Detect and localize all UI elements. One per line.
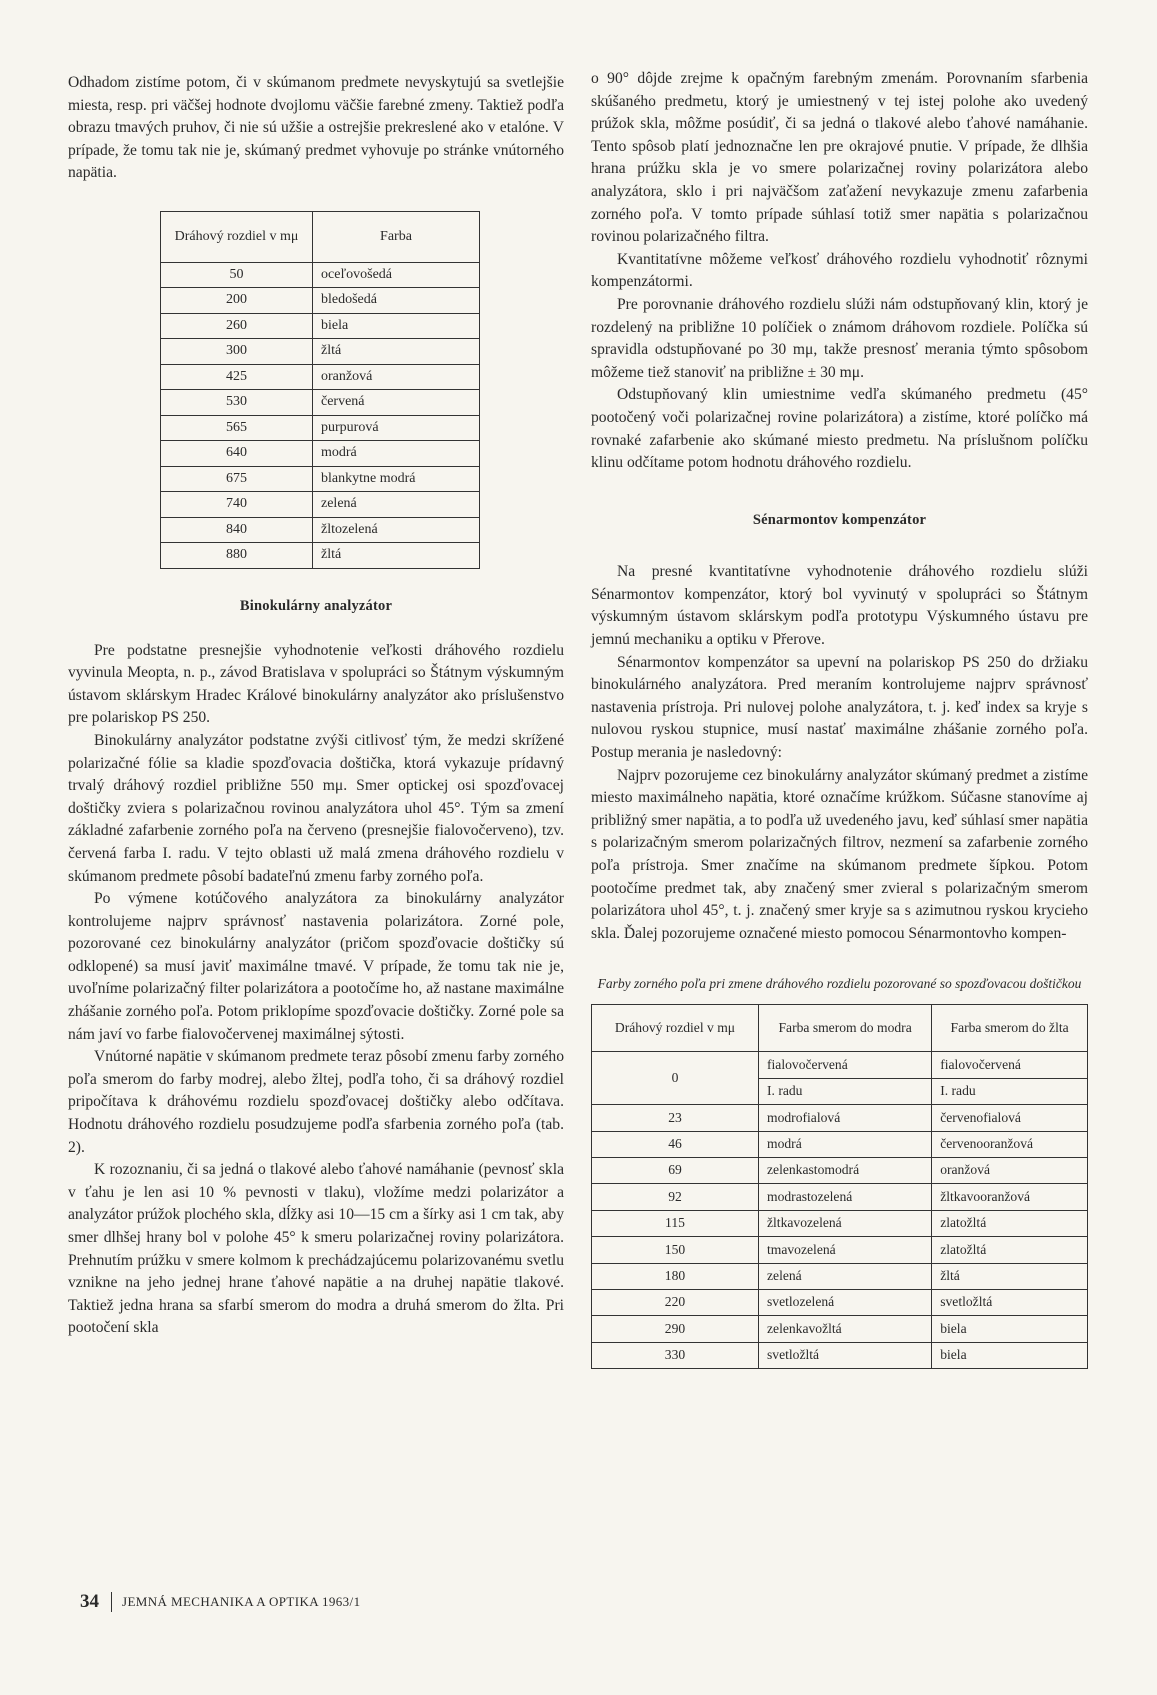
table-cell: 0	[592, 1052, 759, 1105]
table-cell: 200	[161, 288, 313, 314]
table-cell: fialovočervená	[932, 1052, 1088, 1078]
table-row	[161, 466, 480, 492]
table-header-cell: Dráhový rozdiel v mμ	[161, 211, 313, 262]
paragraph: Kvantitatívne môžeme veľkosť dráhového rozdielu vyhodnotiť rôznymi kompenzátormi.	[591, 250, 1088, 291]
table-cell: 46	[592, 1131, 759, 1157]
table-cell: fialovočervená	[759, 1052, 932, 1078]
paragraph: Vnútorné napätie v skúmanom predmete teraz pôsobí zmenu farby zorného poľa smerom do farby modrej, alebo žltej, podľa toho, či sa dráhový rozdiel pripočítava k dráhovému rozdielu spozďovacej doštičky alebo odčítava. Hodnotu dráhového rozdielu posudzujeme podľa sfarbenia zorného poľa (tab. 2).	[68, 1048, 564, 1156]
table-cell: zlatožltá	[932, 1237, 1088, 1263]
table-cell: oceľovošedá	[313, 262, 480, 288]
section-heading: Binokulárny analyzátor	[239, 597, 393, 614]
table-row	[592, 1263, 1088, 1289]
table-cell: žltá	[313, 339, 480, 365]
table-cell: zelená	[313, 492, 480, 518]
paragraph: Binokulárny analyzátor podstatne zvýši citlivosť tým, že medzi skrížené polarizačné fólie sa kladie spozďovacia doštička, ktorá vykazuje prídavný trvalý dráhový rozdiel približne 550 mμ. Smer optickej osi spozďovacej doštičky zviera s polarizačnou rovinou analyzátora uhol 45°. Tým sa zmení základné zafarbenie zorného poľa na červeno (presnejšie fialovočerveno), tzv. červená farba I. radu. V tejto oblasti už malá zmena dráhového rozdielu v skúmanom predmete pôsobí badateľnú zmenu farby zorného poľa.	[68, 731, 564, 885]
table-cell: 675	[161, 466, 313, 492]
table-cell: 640	[161, 441, 313, 467]
table-cell: žltá	[313, 543, 480, 569]
table-cell: zelená	[759, 1263, 932, 1289]
table-2	[591, 1004, 1088, 1369]
table-cell: žltá	[932, 1263, 1088, 1289]
table-row	[592, 1289, 1088, 1315]
paragraph: Odstupňovaný klin umiestnime vedľa skúmaného predmetu (45° pootočený voči polarizačnej rovine polarizátora) a zistíme, ktoré políčko má rovnaké zafarbenie ako skúmané miesto predmetu. Na príslušnom políčku klinu odčítame potom hodnotu dráhového rozdielu.	[591, 386, 1088, 472]
table-cell: biela	[313, 313, 480, 339]
table-cell: modrá	[759, 1131, 932, 1157]
paragraph: Pre porovnanie dráhového rozdielu slúži nám odstupňovaný klin, ktorý je rozdelený na približne 10 políčiek o známom dráhovom rozdiele. Políčka sú spravidla odstupňované po 30 mμ, takže presnosť merania týmto spôsobom môžeme tiež stanoviť na približne ± 30 mμ.	[591, 295, 1088, 381]
table-cell: žltkavooranžová	[932, 1184, 1088, 1210]
table-cell: červenooranžová	[932, 1131, 1088, 1157]
table-row	[592, 1105, 1088, 1131]
paragraph: Po výmene kotúčového analyzátora za binokulárny analyzátor kontrolujeme najprv správnosť nastavenia polarizátora. Zorné pole, pozorované cez binokulárny analyzátor (pričom spozďovacie doštičky sú odklopené) sa musí javiť maximálne tmavé. V prípade, že tomu tak nie je, uvoľníme polarizačný filter polarizátora a pootočíme ho, až nastane maximálne zhášanie zorného poľa. Potom priklopíme spozďovacie doštičky. Zorné pole sa nám javí vo farbe fialovočervenej maximálnej sýtosti.	[68, 890, 564, 1043]
table-cell: červenofialová	[932, 1105, 1088, 1131]
table-cell: 425	[161, 364, 313, 390]
table-cell: modrastozelená	[759, 1184, 932, 1210]
table-row	[161, 543, 480, 569]
table-cell: I. radu	[932, 1078, 1088, 1104]
footer-divider	[111, 1592, 112, 1612]
paragraph: Najprv pozorujeme cez binokulárny analyzátor skúmaný predmet a zistíme miesto maximálneho napätia, ktoré označíme krúžkom. Súčasne stanovíme aj približný smer napätia, a to podľa už uvedeného javu, keď súhlasí smer napätia s polarizačným smerom polarizačných filtrov, nezmení sa zafarbenie zorného poľa prístroja. Smer značíme na skúmanom predmete šípkou. Potom pootočíme predmet tak, aby značený smer zvieral s polarizačným smerom polarizátora uhol 45°, t. j. značený smer kryje sa s azimutnou ryskou krycieho skla. Ďalej pozorujeme označené miesto pomocou Sénarmontovho kompen-	[591, 766, 1088, 942]
table-row	[161, 288, 480, 314]
table-cell: 330	[592, 1342, 759, 1368]
table-header-row	[592, 1005, 1088, 1052]
table-row	[161, 262, 480, 288]
paragraph: K rozoznaniu, či sa jedná o tlakové alebo ťahové namáhanie (pevnosť skla v ťahu je len asi 10 % pevnosti v tlaku), vložíme medzi polarizátor a analyzátor prúžok plochého skla, dĺžky asi 10—15 cm a šírky asi 1 cm tak, aby smer dlhšej hrany bol v polohe 45° k smeru polarizačnej roviny polarizátora. Prehnutím prúžku v smere kolmom k prechádzajúcemu polarizovanému svetlu vznikne na jeho jednej hrane ťahové napätie a na druhej napätie tlakové. Taktiež jedna hrana sa sfarbí smerom do modra a druhá smerom do žlta. Pri pootočení skla	[68, 1161, 564, 1337]
table-row	[161, 415, 480, 441]
table-cell: oranžová	[313, 364, 480, 390]
table-header-row	[161, 211, 480, 262]
table-row	[161, 364, 480, 390]
table-header-cell: Farba smerom do žlta	[932, 1005, 1088, 1052]
table-1-body	[161, 262, 480, 568]
table-row	[161, 313, 480, 339]
table-cell: žltkavozelená	[759, 1210, 932, 1236]
table-cell: svetlozelená	[759, 1289, 932, 1315]
page-number: 34	[80, 1591, 99, 1612]
table-cell: 740	[161, 492, 313, 518]
table-caption: Farby zorného poľa pri zmene dráhového rozdielu pozorované so spozďovacou doštičkou	[597, 976, 1082, 992]
table-cell: zelenkastomodrá	[759, 1157, 932, 1183]
table-row	[161, 492, 480, 518]
section-heading: Sénarmontov kompenzátor	[752, 511, 927, 528]
table-cell: biela	[932, 1342, 1088, 1368]
table-cell: 23	[592, 1105, 759, 1131]
table-row	[592, 1342, 1088, 1368]
table-cell: 565	[161, 415, 313, 441]
table-row	[161, 390, 480, 416]
table-cell: červená	[313, 390, 480, 416]
journal-name: JEMNÁ MECHANIKA A OPTIKA 1963/1	[122, 1594, 361, 1609]
table-row	[592, 1237, 1088, 1263]
table-cell: 150	[592, 1237, 759, 1263]
left-column	[68, 72, 564, 1340]
table-cell: 290	[592, 1316, 759, 1342]
table-row	[592, 1210, 1088, 1236]
table-cell: 300	[161, 339, 313, 365]
paragraph: Pre podstatne presnejšie vyhodnotenie veľkosti dráhového rozdielu vyvinula Meopta, n. p., závod Bratislava v spolupráci so Štátnym výskumným ústavom sklárskym Hradec Králové binokulárny analyzátor ako príslušenstvo pre polariskop PS 250.	[68, 641, 564, 727]
table-cell: 220	[592, 1289, 759, 1315]
table-cell: žltozelená	[313, 517, 480, 543]
table-cell: I. radu	[759, 1078, 932, 1104]
table-cell: oranžová	[932, 1157, 1088, 1183]
right-column	[591, 68, 1088, 1369]
table-row	[592, 1131, 1088, 1157]
table-row	[161, 441, 480, 467]
table-cell: biela	[932, 1316, 1088, 1342]
table-row	[592, 1157, 1088, 1183]
table-cell: 260	[161, 313, 313, 339]
table-1	[160, 211, 480, 569]
table-cell: tmavozelená	[759, 1237, 932, 1263]
table-header-cell: Farba	[313, 211, 480, 262]
table-cell: modrofialová	[759, 1105, 932, 1131]
table-cell: 69	[592, 1157, 759, 1183]
table-2-body	[592, 1052, 1088, 1369]
table-row	[592, 1184, 1088, 1210]
table-row	[592, 1316, 1088, 1342]
table-cell: 92	[592, 1184, 759, 1210]
table-cell: blankytne modrá	[313, 466, 480, 492]
table-cell: 530	[161, 390, 313, 416]
page-footer	[80, 1591, 360, 1613]
table-row	[161, 517, 480, 543]
table-row	[161, 339, 480, 365]
table-row	[592, 1052, 1088, 1078]
paragraph: Odhadom zistíme potom, či v skúmanom predmete nevyskytujú sa svetlejšie miesta, resp. pri väčšej hodnote dvojlomu väčšie farebné zmeny. Taktiež podľa obrazu tmavých pruhov, či nie sú užšie a ostrejšie prekreslené ako v etalóne. V prípade, že tomu tak nie je, skúmaný predmet vyhovuje po stránke vnútorného napätia.	[68, 74, 564, 182]
table-cell: modrá	[313, 441, 480, 467]
table-cell: svetložltá	[932, 1289, 1088, 1315]
table-cell: svetložltá	[759, 1342, 932, 1368]
paragraph: o 90° dôjde zrejme k opačným farebným zmenám. Porovnaním sfarbenia skúšaného predmetu, ktorý je umiestnený v tej istej polohe ako uvedený prúžok skla, môžme posúdiť, či sa jedná o tlakové alebo ťahové namáhanie. Tento spôsob platí jednoznačne len pre okrajové pnutie. V prípade, že dlhšia hrana prúžku skla je vo smere polarizačnej roviny polarizátora alebo analyzátora, sklo i pri najväčšom zaťažení nevykazuje zmenu zafarbenia zorného poľa. V tomto prípade súhlasí totiž smer napätia s polarizačnou rovinou polarizačného filtra.	[591, 70, 1088, 246]
table-cell: zlatožltá	[932, 1210, 1088, 1236]
table-cell: 50	[161, 262, 313, 288]
table-cell: zelenkavožltá	[759, 1316, 932, 1342]
paragraph: Na presné kvantitatívne vyhodnotenie dráhového rozdielu slúži Sénarmontov kompenzátor, ktorý bol vyvinutý v spolupráci so Štátnym výskumným ústavom sklárskym podľa prototypu Výskumného ústavu pre jemnú mechaniku a optiku v Přerove.	[591, 563, 1088, 649]
table-header-cell: Dráhový rozdiel v mμ	[592, 1005, 759, 1052]
table-cell: 180	[592, 1263, 759, 1289]
table-cell: bledošedá	[313, 288, 480, 314]
table-cell: 880	[161, 543, 313, 569]
table-cell: 840	[161, 517, 313, 543]
table-cell: purpurová	[313, 415, 480, 441]
paragraph: Sénarmontov kompenzátor sa upevní na polariskop PS 250 do držiaku binokulárného analyzátora. Pred meraním kontrolujeme najprv správnosť nastavenia prístroja. Pri nulovej polohe analyzátora, t. j. keď index sa kryje s nulovou ryskou stupnice, musí nastať maximálne zhášanie zorného poľa. Postup merania je nasledovný:	[591, 653, 1088, 762]
table-cell: 115	[592, 1210, 759, 1236]
table-header-cell: Farba smerom do modra	[759, 1005, 932, 1052]
